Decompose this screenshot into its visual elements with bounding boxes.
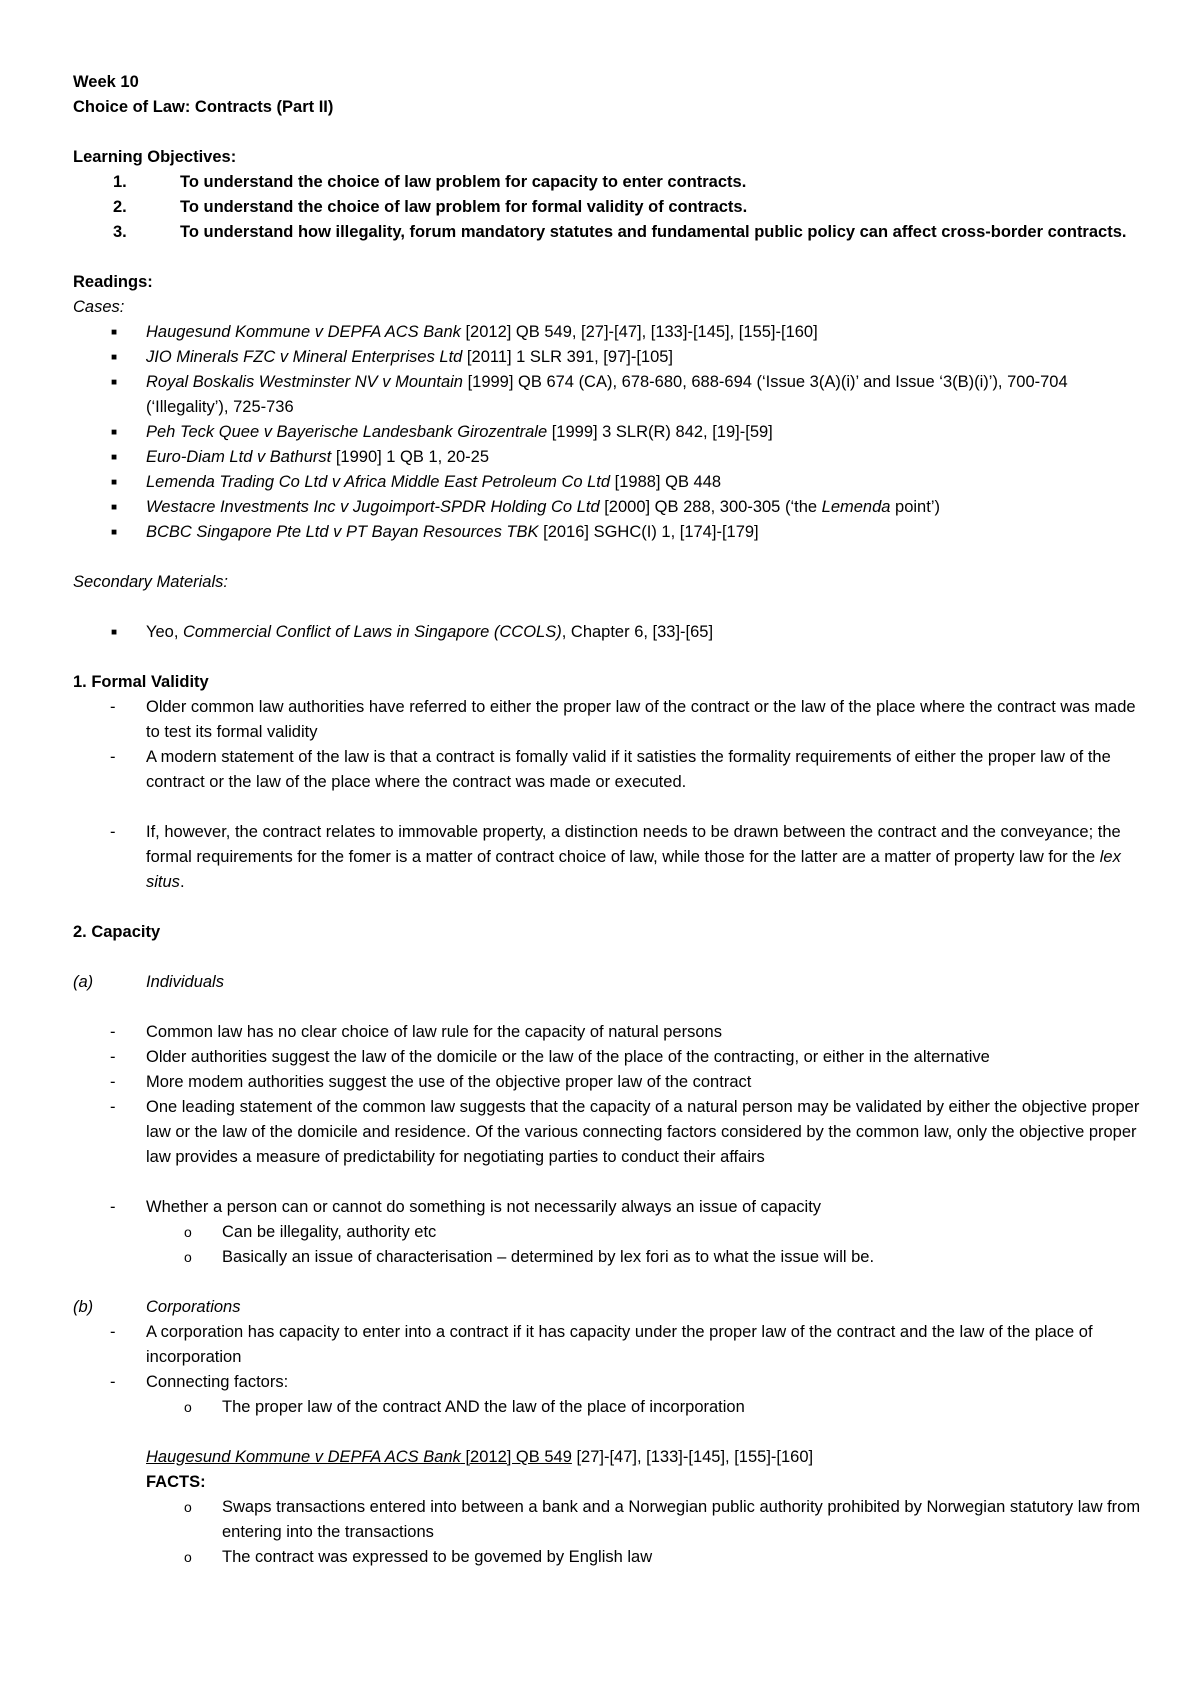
item-text: One leading statement of the common law suggests that the capacity of a natural person may be validated by either the objective proper law or the law of the domicile and residence. Of the various connecting factors considered by the common law, only the objective proper law provides a measure of predictability for negotiating parties to conduct their affairs <box>146 1098 1140 1166</box>
circle-bullet: o <box>184 1224 192 1240</box>
sub-list-item <box>73 1545 1143 1570</box>
week-label: Week 10 <box>73 73 139 91</box>
item-text-end: . <box>179 873 185 891</box>
item-text: The contract was expressed to be govemed by English law <box>222 1548 653 1566</box>
page-title: Choice of Law: Contracts (Part II) <box>73 98 334 116</box>
item-text: A modern statement of the law is that a contract is fomally valid if it satisties the formality requirements of either the proper law of the contract or the law of the place where the contract was made or executed. <box>146 748 1111 791</box>
secondary-label: Secondary Materials: <box>73 573 228 591</box>
facts-label: FACTS: <box>146 1473 206 1491</box>
list-item <box>73 520 1143 545</box>
dash-bullet: - <box>110 1098 116 1116</box>
list-item <box>73 220 1143 245</box>
circle-bullet: o <box>184 1399 192 1415</box>
case-name: Euro-Diam Ltd v Bathurst <box>146 448 332 466</box>
list-item <box>73 345 1143 370</box>
sub-list-item <box>73 1395 1143 1420</box>
bullet-icon: ■ <box>111 377 118 388</box>
sub-list-item <box>73 1245 1143 1270</box>
case-name: Peh Teck Quee v Bayerische Landesbank Girozentrale <box>146 423 548 441</box>
item-text: Older common law authorities have referred to either the proper law of the contract or the law of the place where the contract was made to test its formal validity <box>146 698 1136 741</box>
dash-bullet: - <box>110 1023 116 1041</box>
case-cite: [2012] QB 549, [27]-[47], [133]-[145], [155]-[160] <box>460 323 818 341</box>
item-text: To understand the choice of law problem for formal validity of contracts. <box>180 198 748 216</box>
case-cite: [2000] QB 288, 300-305 (‘the <box>599 498 822 516</box>
list-item <box>73 170 1143 195</box>
case-cite-end: point’) <box>890 498 940 516</box>
bullet-icon: ■ <box>111 452 118 463</box>
item-text: Common law has no clear choice of law rule for the capacity of natural persons <box>146 1023 722 1041</box>
case-name: Haugesund Kommune v DEPFA ACS Bank <box>146 323 461 341</box>
cases-label: Cases: <box>73 298 125 316</box>
item-text: Connecting factors: <box>146 1373 289 1391</box>
bullet-icon: ■ <box>111 502 118 513</box>
case-cite: [2016] SGHC(I) 1, [174]-[179] <box>538 523 759 541</box>
subsection-corporations <box>73 1295 1143 1320</box>
secondary-cite: , Chapter 6, [33]-[65] <box>561 623 714 641</box>
item-number: 1. <box>113 173 127 191</box>
case-cite-italic: Lemenda <box>821 498 891 516</box>
cases-list <box>73 320 1143 545</box>
sub-list-item <box>73 1220 1143 1245</box>
case-cite: [27]-[47], [133]-[145], [155]-[160] <box>571 1448 814 1466</box>
list-item <box>73 370 1143 420</box>
dash-bullet: - <box>110 1198 116 1216</box>
list-item <box>73 820 1143 895</box>
dash-bullet: - <box>110 1373 116 1391</box>
case-cite: [1999] QB 674 (CA), 678-680, 688-694 (‘Issue 3(A)(i)’ and Issue ‘3(B)(i)’), 700-704 (‘Illegality’), 725-736 <box>146 373 1068 416</box>
item-number: 3. <box>113 223 127 241</box>
case-cite: [1988] QB 448 <box>610 473 722 491</box>
capacity-heading: 2. Capacity <box>73 923 161 941</box>
list-item <box>73 1045 1143 1070</box>
subsection-label: (b) <box>73 1298 94 1316</box>
dash-bullet: - <box>110 748 116 766</box>
item-text: Basically an issue of characterisation – determined by lex fori as to what the issue will be. <box>222 1248 875 1266</box>
circle-bullet: o <box>184 1499 192 1515</box>
case-name: Haugesund Kommune v DEPFA ACS Bank <box>146 1448 461 1466</box>
case-name: JIO Minerals FZC v Mineral Enterprises Ltd <box>146 348 463 366</box>
case-cite: [1990] 1 QB 1, 20-25 <box>331 448 490 466</box>
list-item <box>73 1370 1143 1395</box>
list-item <box>73 495 1143 520</box>
subsection-title: Individuals <box>146 973 224 991</box>
dash-bullet: - <box>110 1048 116 1066</box>
objectives-list <box>73 170 1143 245</box>
bullet-icon: ■ <box>111 427 118 438</box>
list-item <box>73 620 1143 645</box>
item-text-italic: lex situs <box>146 848 1121 891</box>
list-item <box>73 1070 1143 1095</box>
list-item <box>73 1020 1143 1045</box>
item-text: Whether a person can or cannot do something is not necessarily always an issue of capacity <box>146 1198 822 1216</box>
case-cite: [1999] 3 SLR(R) 842, [19]-[59] <box>547 423 773 441</box>
item-text: More modem authorities suggest the use of the objective proper law of the contract <box>146 1073 752 1091</box>
item-text: Can be illegality, authority etc <box>222 1223 437 1241</box>
case-heading <box>73 1445 1143 1470</box>
item-text: A corporation has capacity to enter into a contract if it has capacity under the proper law of the contract and the law of the place of incorporation <box>146 1323 1093 1366</box>
bullet-icon: ■ <box>111 627 118 638</box>
dash-bullet: - <box>110 1073 116 1091</box>
list-item <box>73 745 1143 795</box>
list-item <box>73 695 1143 745</box>
subsection-individuals <box>73 970 1143 995</box>
sub-list-item <box>73 1495 1143 1545</box>
item-text: The proper law of the contract AND the law of the place of incorporation <box>222 1398 745 1416</box>
bullet-icon: ■ <box>111 352 118 363</box>
circle-bullet: o <box>184 1549 192 1565</box>
objectives-heading: Learning Objectives: <box>73 148 237 166</box>
readings-heading: Readings: <box>73 273 153 291</box>
dash-bullet: - <box>110 698 116 716</box>
circle-bullet: o <box>184 1249 192 1265</box>
formal-validity-heading: 1. Formal Validity <box>73 673 209 691</box>
dash-bullet: - <box>110 823 116 841</box>
secondary-author: Yeo, <box>146 623 184 641</box>
list-item <box>73 1095 1143 1170</box>
bullet-icon: ■ <box>111 477 118 488</box>
case-name: Lemenda Trading Co Ltd v Africa Middle East Petroleum Co Ltd <box>146 473 611 491</box>
document-page <box>73 70 1143 1570</box>
secondary-title: Commercial Conflict of Laws in Singapore (CCOLS) <box>183 623 562 641</box>
list-item <box>73 445 1143 470</box>
subsection-label: (a) <box>73 973 94 991</box>
item-text: To understand the choice of law problem for capacity to enter contracts. <box>180 173 747 191</box>
list-item <box>73 1320 1143 1370</box>
bullet-icon: ■ <box>111 527 118 538</box>
item-number: 2. <box>113 198 127 216</box>
list-item <box>73 420 1143 445</box>
list-item <box>73 195 1143 220</box>
item-text: Older authorities suggest the law of the domicile or the law of the place of the contracting, or either in the alternative <box>146 1048 990 1066</box>
subsection-title: Corporations <box>146 1298 241 1316</box>
item-text: Swaps transactions entered into between a bank and a Norwegian public authority prohibited by Norwegian statutory law from entering into the transactions <box>222 1498 1141 1541</box>
dash-bullet: - <box>110 1323 116 1341</box>
list-item <box>73 320 1143 345</box>
case-cite-underlined: [2012] QB 549 <box>460 1448 572 1466</box>
case-name: BCBC Singapore Pte Ltd v PT Bayan Resources TBK <box>146 523 539 541</box>
list-item <box>73 470 1143 495</box>
item-text: If, however, the contract relates to immovable property, a distinction needs to be drawn between the contract and the conveyance; the formal requirements for the fomer is a matter of contract choice of law, while those for the latter are a matter of property law for the <box>146 823 1121 866</box>
case-name: Westacre Investments Inc v Jugoimport-SPDR Holding Co Ltd <box>146 498 600 516</box>
case-cite: [2011] 1 SLR 391, [97]-[105] <box>462 348 674 366</box>
item-text: To understand how illegality, forum mandatory statutes and fundamental public policy can affect cross-border contracts. <box>180 223 1127 241</box>
bullet-icon: ■ <box>111 327 118 338</box>
list-item <box>73 1195 1143 1220</box>
case-name: Royal Boskalis Westminster NV v Mountain <box>146 373 463 391</box>
